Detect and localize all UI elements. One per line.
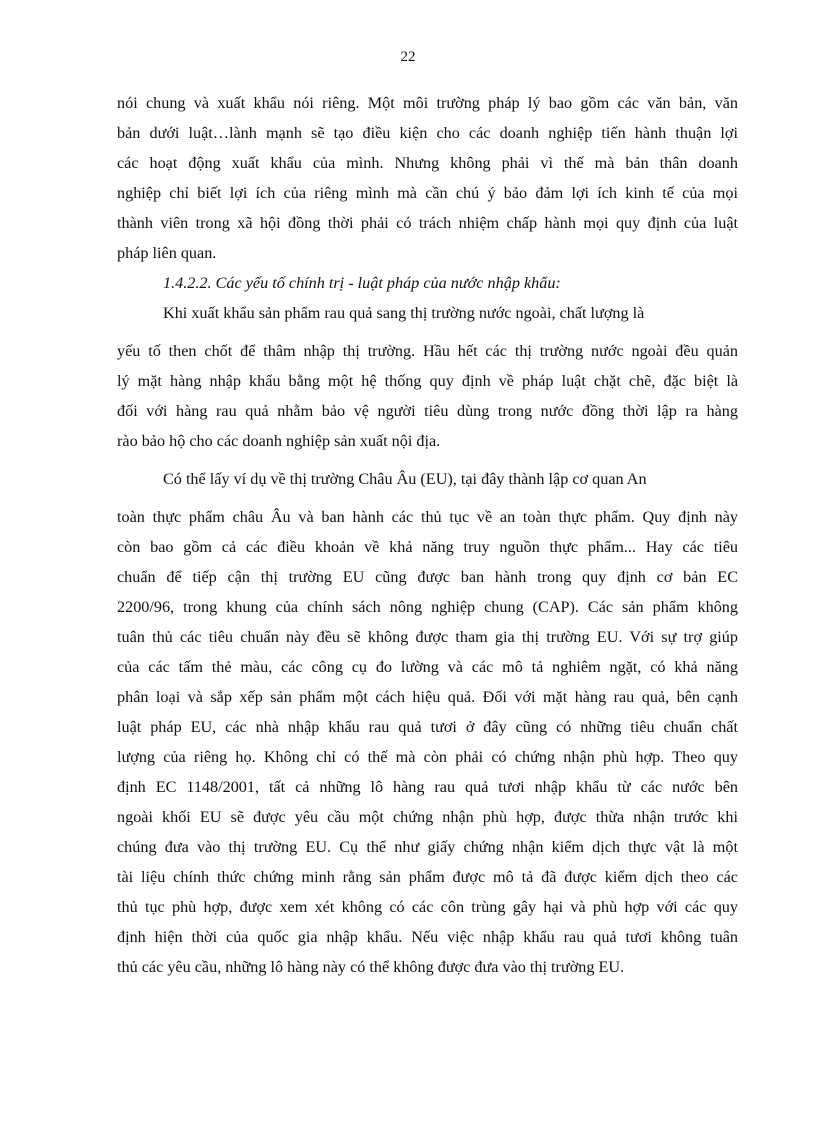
text-line: pháp liên quan.: [117, 244, 217, 262]
text-line: Khi xuất khẩu sản phẩm rau quả sang thị trường nước ngoài, chất lượng là: [163, 304, 645, 322]
text-line: 2200/96, trong khung của chính sách nông nghiệp chung (CAP). Các sản phẩm không: [117, 598, 738, 616]
text-line: còn bao gồm cả các điều khoản về khả năng truy nguồn thực phẩm... Hay các tiêu: [117, 538, 738, 556]
text-line: tuân thủ các tiêu chuẩn này đều sẽ không được tham gia thị trường EU. Với sự trợ giúp: [117, 628, 738, 646]
text-line: của các tấm thẻ màu, các công cụ đo lường và các mô tả nghiêm ngặt, có khả năng: [117, 658, 738, 676]
text-line: toàn thực phẩm châu Âu và ban hành các thủ tục về an toàn thực phẩm. Quy định này: [117, 508, 738, 526]
text-line: các hoạt động xuất khẩu của mình. Nhưng không phải vì thế mà bản thân doanh: [117, 154, 738, 172]
text-line: nói chung và xuất khẩu nói riêng. Một môi trường pháp lý bao gồm các văn bản, văn: [117, 94, 738, 112]
text-line: tài liệu chính thức chứng minh rằng sản phẩm được mô tả đã được kiểm dịch theo các: [117, 868, 738, 886]
text-line: thủ tục phù hợp, được xem xét không có các côn trùng gây hại và phù hợp với các quy: [117, 898, 738, 916]
text-line: ngoài khối EU sẽ được yêu cầu một chứng nhận phù hợp, được thừa nhận trước khi: [117, 808, 738, 826]
text-line: đối với hàng rau quả nhằm bảo vệ người tiêu dùng trong nước đồng thời lập ra hàng: [117, 402, 738, 420]
text-line: lý mặt hàng nhập khẩu bằng một hệ thống quy định về pháp luật chặt chẽ, đặc biệt là: [117, 372, 738, 390]
text-line: yếu tố then chốt để thâm nhập thị trường. Hầu hết các thị trường nước ngoài đều quản: [117, 342, 738, 360]
text-line: chuẩn để tiếp cận thị trường EU cũng được ban hành trong quy định cơ bản EC: [117, 568, 738, 586]
text-line: Có thể lấy ví dụ về thị trường Châu Âu (EU), tại đây thành lập cơ quan An: [163, 470, 647, 488]
text-line: bản dưới luật…lành mạnh sẽ tạo điều kiện cho các doanh nghiệp tiến hành thuận lợi: [117, 124, 738, 142]
paragraph-eu-example: [117, 464, 738, 982]
document-body: [117, 88, 738, 982]
text-line: rào bảo hộ cho các doanh nghiệp sản xuất nội địa.: [117, 432, 441, 450]
section-heading: 1.4.2.2. Các yếu tố chính trị - luật pháp của nước nhập khẩu:: [163, 274, 561, 292]
text-line: thủ các yêu cầu, những lô hàng này có thể không được đưa vào thị trường EU.: [117, 958, 625, 976]
text-line: định hiện thời của quốc gia nhập khẩu. Nếu việc nhập khẩu rau quả tươi không tuân: [117, 928, 738, 946]
text-line: lượng của riêng họ. Không chỉ có thế mà còn phải có chứng nhận phù hợp. Theo quy: [117, 748, 738, 766]
paragraph-legal-environment: [117, 88, 738, 268]
page-number: 22: [400, 49, 416, 65]
text-line: nghiệp chỉ biết lợi ích của riêng mình mà cần chú ý bảo đảm lợi ích kinh tế của mọi: [117, 184, 738, 202]
text-line: chúng đưa vào thị trường EU. Cụ thể như giấy chứng nhận kiểm dịch thực vật là một: [117, 838, 738, 856]
text-line: thành viên trong xã hội đồng thời phải có trách nhiệm chấp hành mọi quy định của luật: [117, 214, 738, 232]
text-line: luật pháp EU, các nhà nhập khẩu rau quả tươi ở đây cũng có những tiêu chuẩn chất: [117, 718, 738, 736]
paragraph-quality-requirements: [117, 298, 738, 456]
text-line: phân loại và sắp xếp sản phẩm một cách hiệu quả. Đối với mặt hàng rau quả, bên cạnh: [117, 688, 738, 706]
text-line: định EC 1148/2001, tất cả những lô hàng rau quả tươi nhập khẩu từ các nước bên: [117, 778, 738, 796]
